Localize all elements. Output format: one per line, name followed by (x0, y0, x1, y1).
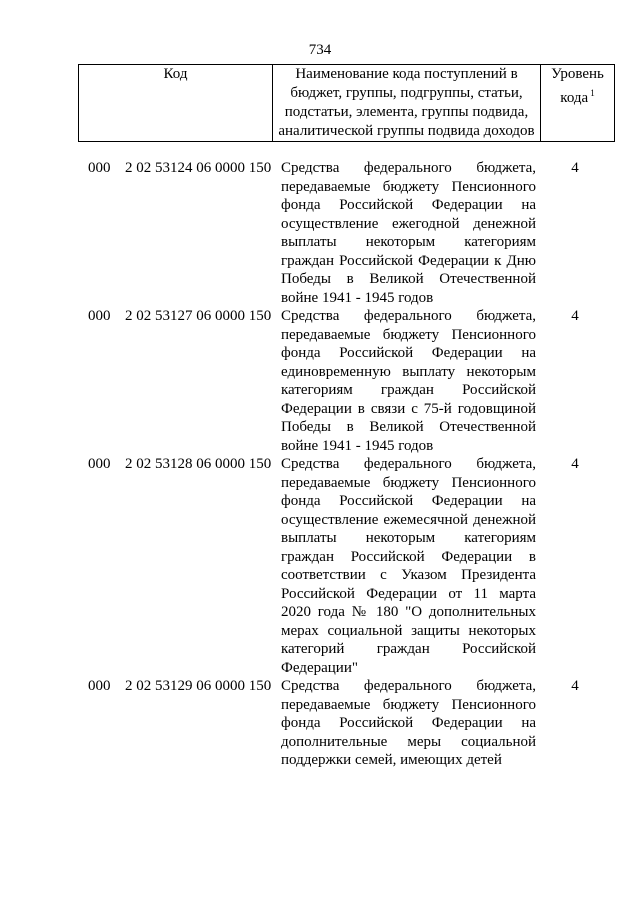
header-code: Код (79, 65, 273, 142)
table-row (0, 307, 640, 455)
table-row (0, 159, 640, 307)
admin-code: 000 (88, 678, 111, 694)
code-description: Средства федерального бюджета, передаваемые бюджету Пенсионного фонда Российской Федерации на осуществление ежегодной денежной выплаты некоторым категориям граждан Российской Федерации к Дню Победы в Великой Отечественной войне 1941 - 1945 годов (281, 160, 536, 306)
code-level: 4 (571, 678, 579, 694)
table-row (0, 677, 640, 770)
revenue-code: 2 02 53124 06 0000 150 (125, 160, 272, 176)
header-level-footnote: 1 (590, 88, 595, 98)
code-description: Средства федерального бюджета, передаваемые бюджету Пенсионного фонда Российской Федерации на дополнительные меры социальной поддержки семей, имеющих детей (281, 678, 536, 768)
revenue-code: 2 02 53127 06 0000 150 (125, 308, 272, 324)
revenue-code: 2 02 53128 06 0000 150 (125, 456, 272, 472)
table-body (0, 159, 640, 770)
code-description: Средства федерального бюджета, передаваемые бюджету Пенсионного фонда Российской Федерации на осуществление ежемесячной денежной выплаты некоторым категориям граждан Российской Федерации в соответствии с Указом Президента Российской Федерации от 11 марта 2020 года № 180 "О дополнительных мерах социальной защиты некоторых категорий граждан Российской Федерации" (281, 456, 536, 676)
header-level-label: Уровень кода (551, 66, 604, 106)
admin-code: 000 (88, 308, 111, 324)
page-number: 734 (308, 42, 332, 58)
table-header (78, 64, 615, 142)
code-description: Средства федерального бюджета, передаваемые бюджету Пенсионного фонда Российской Федерации на единовременную выплату некоторым категориям граждан Российской Федерации в связи с 75-й годовщиной Победы в Великой Отечественной войне 1941 - 1945 годов (281, 308, 536, 454)
revenue-code: 2 02 53129 06 0000 150 (125, 678, 272, 694)
header-name: Наименование кода поступлений в бюджет, группы, подгруппы, статьи, подстатьи, элемента, группы подвида, аналитической группы подвида доходов (273, 65, 541, 142)
code-level: 4 (571, 308, 579, 324)
code-level: 4 (571, 456, 579, 472)
admin-code: 000 (88, 160, 111, 176)
table-row (0, 455, 640, 677)
header-level (541, 65, 615, 142)
code-level: 4 (571, 160, 579, 176)
admin-code: 000 (88, 456, 111, 472)
